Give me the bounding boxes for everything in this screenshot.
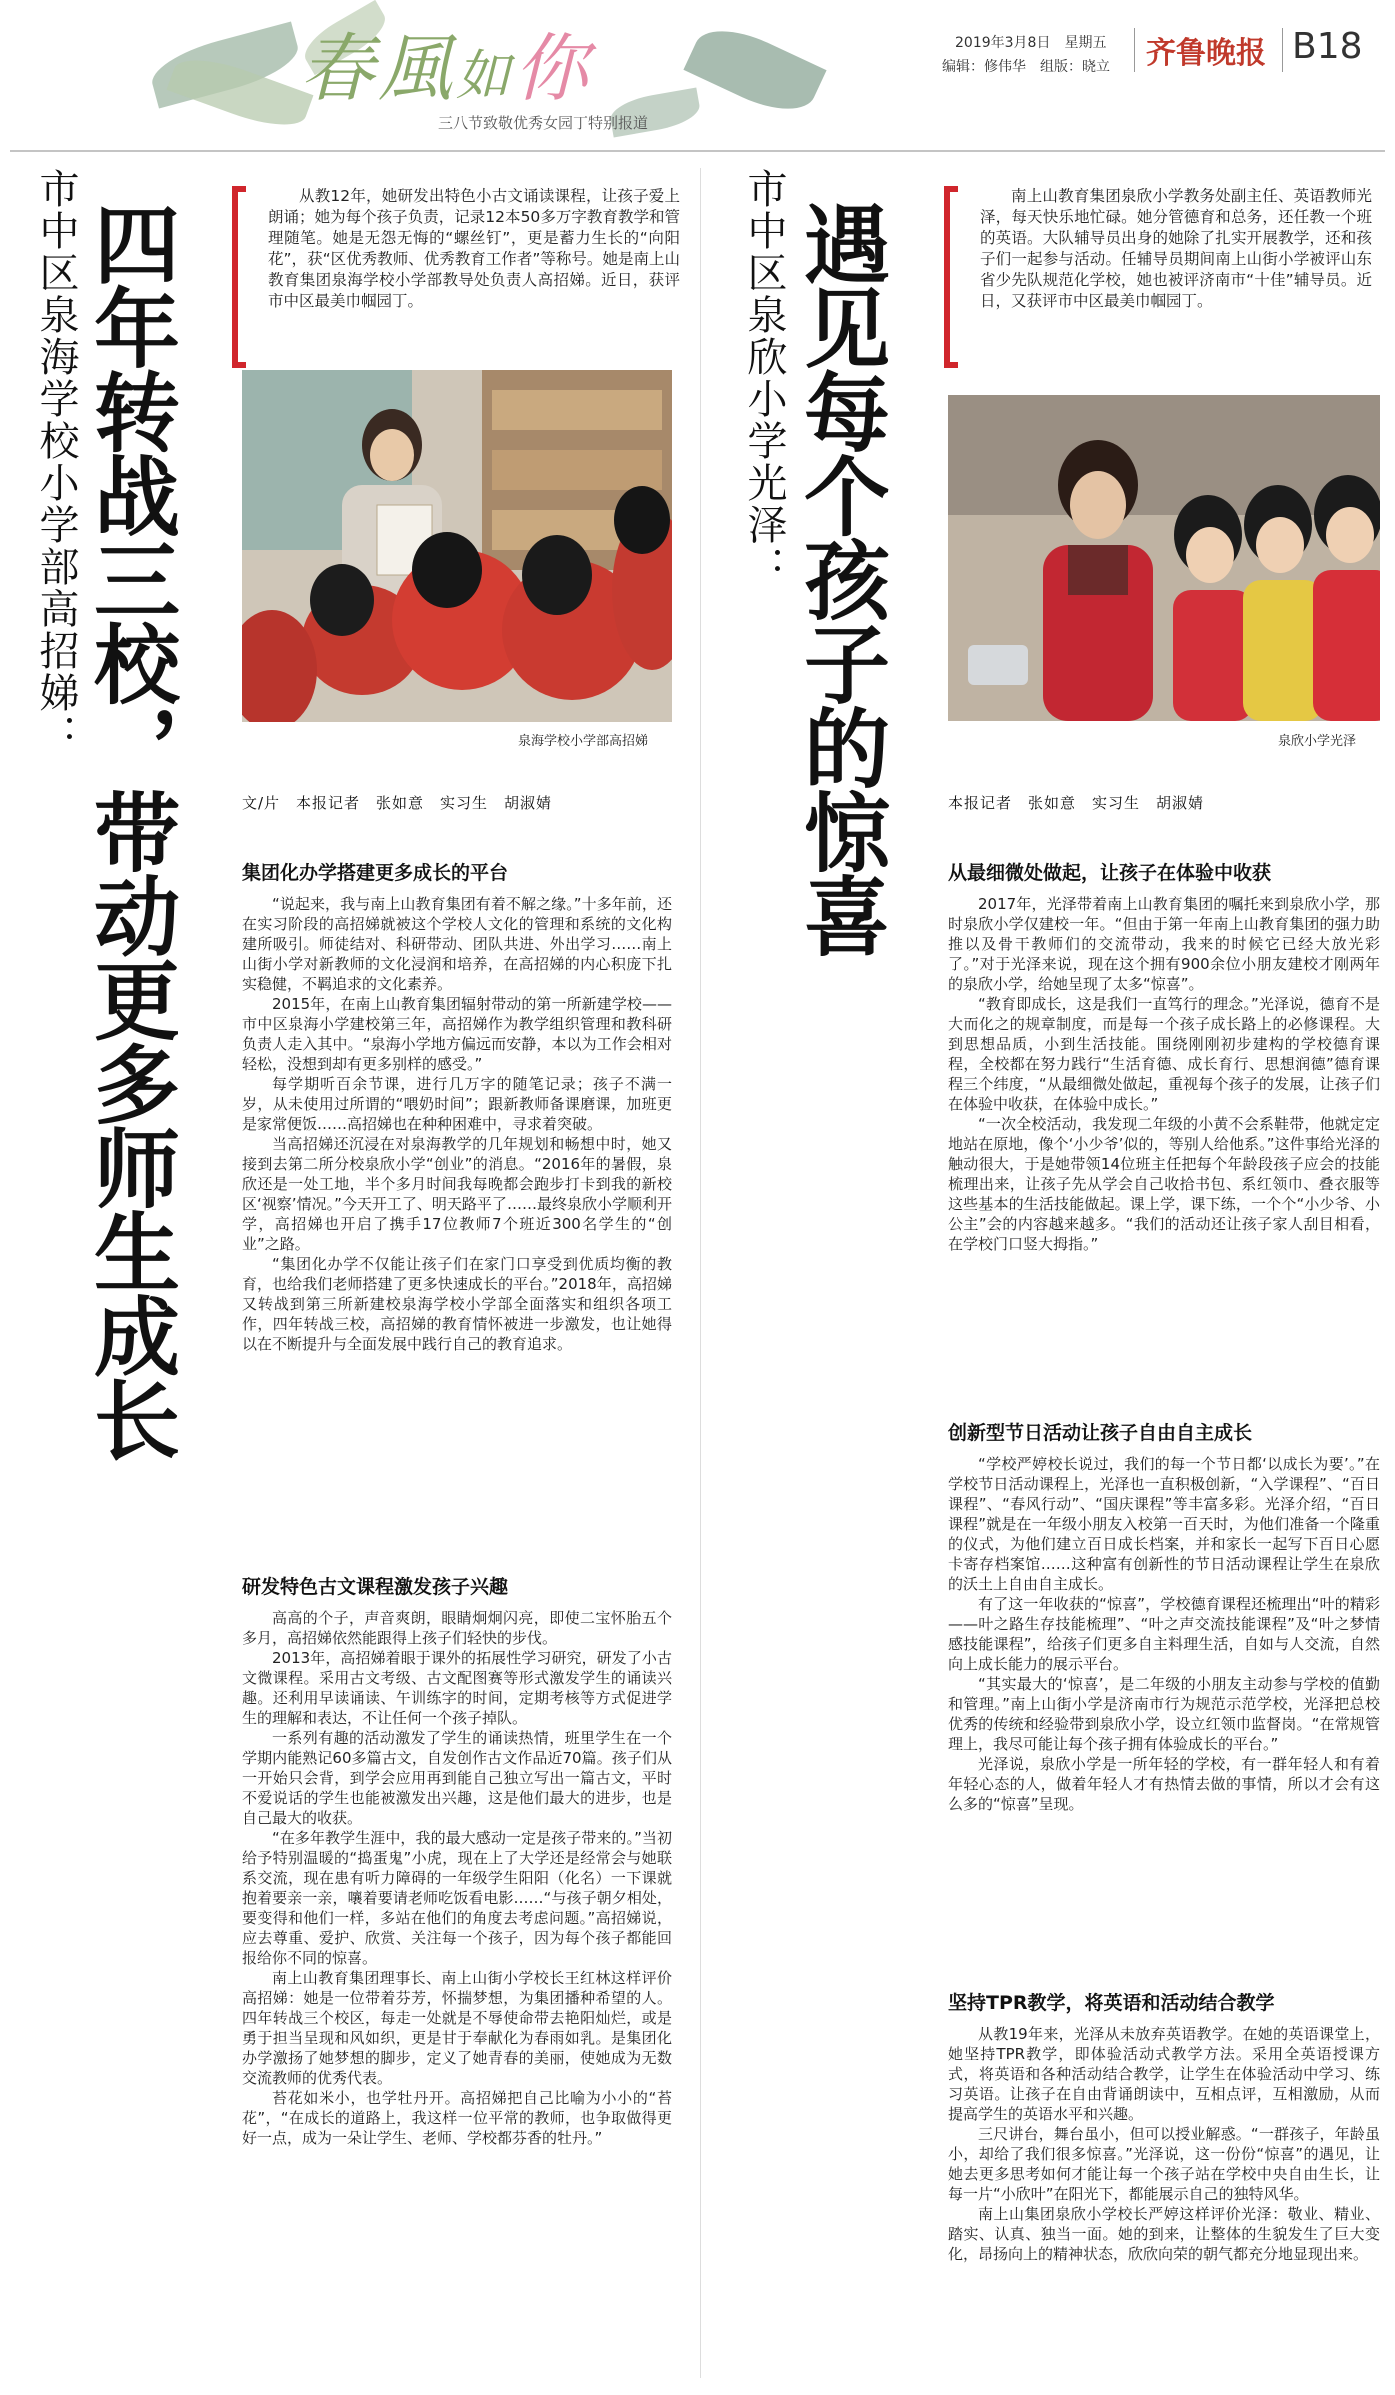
leaf-decoration: [683, 15, 826, 124]
left-article-title: 四年转战三校，带动更多师生成长: [79, 200, 179, 1460]
classroom-photo-illustration: [242, 370, 672, 722]
right-byline: 本报记者 张如意 实习生 胡淑婧: [948, 794, 1205, 812]
paragraph: 光泽说，泉欣小学是一所年轻的学校，有一群年轻人和有着年轻心态的人，做着年轻人才有热情去做的事情，所以才会有这么多的“惊喜”呈现。: [948, 1755, 1380, 1813]
paragraph: 每学期听百余节课，进行几万字的随笔记录；孩子不满一岁，从未使用过所谓的“喂奶时间”；跟新教师备课磨课，加班更是家常便饭……高招娣也在种种困难中，寻求着突破。: [242, 1075, 672, 1133]
right-intro-bracket: [944, 186, 958, 368]
right-article-title: 遇见每个孩子的惊喜: [789, 200, 889, 956]
left-section2-body: [242, 1608, 672, 2148]
right-article-subtitle: 市中区泉欣小学光泽：: [741, 168, 787, 588]
paragraph: 2015年，在南上山教育集团辐射带动的第一所新建学校——市中区泉海小学建校第三年，高招娣作为教学组织管理和教科研负责人走入其中。“泉海小学地方偏远而安静，本以为工作会相对轻松，没想到却有更多别样的感受。”: [242, 995, 672, 1073]
left-article-subtitle: 市中区泉海学校小学部高招娣：: [33, 168, 79, 756]
paragraph: 三尺讲台，舞台虽小，但可以授业解惑。“一群孩子，年龄虽小，却给了我们很多惊喜。”光泽说，这一份份“惊喜”的遇见，让她去更多思考如何才能让每一个孩子站在学校中央自由生长，让每一片“小欣叶”在阳光下，都能展示自己的独特风华。: [948, 2125, 1380, 2203]
class-photo-illustration: [948, 395, 1380, 721]
left-photo-caption: 泉海学校小学部高招娣: [518, 734, 649, 749]
paragraph: “集团化办学不仅能让孩子们在家门口享受到优质均衡的教育，也给我们老师搭建了更多快速成长的平台。”2018年，高招娣又转战到第三所新建校泉海学校小学部全面落实和组织各项工作，四年转战三校，高招娣的教育情怀被进一步激发，也让她得以在不断提升与全面发展中践行自己的教育追求。: [242, 1255, 672, 1353]
right-section1-heading: 从最细微处做起，让孩子在体验中收获: [948, 862, 1272, 884]
page-number: B18: [1292, 26, 1363, 67]
column-divider: [700, 168, 701, 2378]
issue-date: 2019年3月8日 星期五: [955, 35, 1107, 51]
left-intro-bracket: [232, 186, 246, 368]
left-article-photo: [242, 370, 672, 722]
left-intro: 从教12年，她研发出特色小古文诵读课程，让孩子爱上朗诵；她为每个孩子负责，记录12本50多万字教育教学和管理随笔。她是无怨无悔的“螺丝钉”，更是蓄力生长的“向阳花”，获“区优秀教师、优秀教育工作者”等称号。她是南上山教育集团泉海学校小学部教导处负责人高招娣。近日，获评市中区最美巾帼园丁。: [268, 187, 680, 310]
paragraph: “其实最大的‘惊喜’，是二年级的小朋友主动参与学校的值勤和管理。”南上山街小学是济南市行为规范示范学校，光泽把总校优秀的传统和经验带到泉欣小学，设立红领巾监督岗。“在常规管理上，我尽可能让每个孩子拥有体验成长的平台。”: [948, 1675, 1380, 1753]
right-section2-body: [948, 1454, 1380, 1814]
header-divider: [1282, 28, 1283, 72]
paragraph: 苔花如米小，也学牡丹开。高招娣把自己比喻为小小的“苔花”，“在成长的道路上，我这样一位平常的教师，也争取做得更好一点，成为一朵让学生、老师、学校都芬香的牡丹。”: [242, 2089, 672, 2147]
paragraph: 南上山集团泉欣小学校长严婷这样评价光泽：敬业、精业、踏实、认真、独当一面。她的到来，让整体的生貌发生了巨大变化，昂扬向上的精神状态，欣欣向荣的朝气都充分地显现出来。: [948, 2205, 1380, 2263]
paragraph: “在多年教学生涯中，我的最大感动一定是孩子带来的。”当初给予特别温暖的“捣蛋鬼”小虎，现在上了大学还是经常会与她联系交流，现在患有听力障碍的一年级学生阳阳（化名）一下课就抱着要亲一亲，嚷着要请老师吃饭看电影……“与孩子朝夕相处，要变得和他们一样，多站在他们的角度去考虑问题。”高招娣说，应去尊重、爱护、欣赏、关注每一个孩子，因为每个孩子都能回报给你不同的惊喜。: [242, 1829, 672, 1967]
paragraph: 2017年，光泽带着南上山教育集团的嘱托来到泉欣小学，那时泉欣小学仅建校一年。“但由于第一年南上山教育集团的强力助推以及骨干教师们的交流带动，我来的时候它已经大放光彩了。”对于光泽来说，现在这个拥有900余位小朋友建校才刚两年的泉欣小学，给她呈现了太多“惊喜”。: [948, 895, 1380, 993]
right-section2-heading: 创新型节日活动让孩子自由自主成长: [948, 1422, 1253, 1444]
header-divider: [1134, 28, 1135, 72]
right-photo-caption: 泉欣小学光泽: [1278, 734, 1357, 749]
masthead: [0, 0, 1395, 150]
paragraph: 一系列有趣的活动激发了学生的诵读热情，班里学生在一个学期内能熟记60多篇古文，自发创作古文作品近70篇。孩子们从一开始只会背，到学会应用再到能自己独立写出一篇古文，平时不爱说话的学生也能被激发出兴趣，这是他们最大的进步，也是自己最大的收获。: [242, 1729, 672, 1827]
paragraph: 当高招娣还沉浸在对泉海教学的几年规划和畅想中时，她又接到去第二所分校泉欣小学“创业”的消息。“2016年的暑假，泉欣还是一处工地，半个多月时间我每晚都会跑步打卡到我的新校区‘视察’情况。”今天开工了、明天路平了……最终泉欣小学顺利开学，高招娣也开启了携手17位教师7个班近300名学生的“创业”之路。: [242, 1135, 672, 1253]
right-section3-body: [948, 2024, 1380, 2264]
left-section1-heading: 集团化办学搭建更多成长的平台: [242, 862, 509, 884]
paragraph: 2013年，高招娣着眼于课外的拓展性学习研究，研发了小古文微课程。采用古文考级、古文配图赛等形式激发学生的诵读兴趣。还利用早读诵读、午训练字的时间，定期考核等方式促进学生的理解和表达，不让任何一个孩子掉队。: [242, 1649, 672, 1727]
right-section3-heading: 坚持TPR教学，将英语和活动结合教学: [948, 1992, 1275, 2014]
editor-credit: 编辑：修伟华 组版：晓立: [942, 59, 1110, 75]
paragraph: “学校严婷校长说过，我们的每一个节日都‘以成长为要’。”在学校节日活动课程上，光泽也一直积极创新，“入学课程”、“百日课程”、“春风行动”、“国庆课程”等丰富多彩。光泽介绍，“百日课程”就是在一年级小朋友入校第一百天时，为他们准备一个隆重的仪式，为他们建立百日成长档案，并和家长一起写下百日心愿卡寄存档案馆……这种富有创新性的节日活动课程让学生在泉欣的沃土上自由自主成长。: [948, 1455, 1380, 1593]
left-section1-body: [242, 894, 672, 1354]
right-article-photo: [948, 395, 1380, 721]
paragraph: “教育即成长，这是我们一直笃行的理念。”光泽说，德育不是大而化之的规章制度，而是每一个孩子成长路上的必修课程。大到思想品质，小到生活技能。围绕刚刚初步建构的学校德育课程，全校都在努力践行“生活育德、成长育行、思想润德”德育课程三个纬度，“从最细微处做起，重视每个孩子的发展，让孩子们在体验中收获，在体验中成长。”: [948, 995, 1380, 1113]
header-rule: [10, 150, 1385, 152]
paragraph: “说起来，我与南上山教育集团有着不解之缘。”十多年前，还在实习阶段的高招娣就被这个学校人文化的管理和系统的文化构建所吸引。师徒结对、科研带动、团队共进、外出学习……南上山街小学对新教师的文化浸润和培养，在高招娣的内心积庞下扎实稳健，不羁追求的文化素养。: [242, 895, 672, 993]
left-byline: 文/片 本报记者 张如意 实习生 胡淑婧: [242, 794, 553, 812]
masthead-subtitle: 三八节致敬优秀女园丁特别报道: [438, 114, 649, 132]
right-section1-body: [948, 894, 1380, 1254]
paragraph: 南上山教育集团理事长、南上山街小学校长王红林这样评价高招娣：她是一位带着芬芳，怀揣梦想，为集团播种希望的人。四年转战三个校区，每走一处就是不辱使命带去艳阳灿烂，或是勇于担当呈现和风如织，更是甘于奉献化为春雨如乳。是集团化办学激扬了她梦想的脚步，定义了她青春的美丽，使她成为无数交流教师的优秀代表。: [242, 1969, 672, 2087]
paragraph: “一次全校活动，我发现二年级的小黄不会系鞋带，他就定定地站在原地，像个‘小少爷’似的，等别人给他系。”这件事给光泽的触动很大，于是她带领14位班主任把每个年龄段孩子应会的技能梳理出来，让孩子先从学会自己收拾书包、系红领巾、叠衣服等这些基本的生活技能做起。课上学，课下练，一个个“小少爷、小公主”会的内容越来越多。“我们的活动还让孩子家人刮目相看，在学校门口竖大拇指。”: [948, 1115, 1380, 1253]
paper-name: 齐鲁晚报: [1146, 36, 1266, 71]
right-intro: 南上山教育集团泉欣小学教务处副主任、英语教师光泽，每天快乐地忙碌。她分管德育和总务，还任教一个班的英语。大队辅导员出身的她除了扎实开展教学，还和孩子们一起参与活动。任辅导员期间南上山街小学被评山东省少先队规范化学校，她也被评济南市“十佳”辅导员。近日，又获评市中区最美巾帼园丁。: [980, 187, 1372, 310]
paragraph: 有了这一年收获的“惊喜”，学校德育课程还梳理出“叶的精彩——叶之路生存技能梳理”、“叶之声交流技能课程”及“叶之梦情感技能课程”，给孩子们更多自主料理生活，自如与人交流，自然向上成长能力的展示平台。: [948, 1595, 1380, 1673]
left-section2-heading: 研发特色古文课程激发孩子兴趣: [242, 1576, 509, 1598]
paragraph: 从教19年来，光泽从未放弃英语教学。在她的英语课堂上，她坚持TPR教学，即体验活动式教学方法。采用全英语授课方式，将英语和各种活动结合教学，让学生在体验活动中学习、练习英语。让孩子在自由背诵朗读中，互相点评，互相激励，从而提高学生的英语水平和兴趣。: [948, 2025, 1380, 2123]
paragraph: 高高的个子，声音爽朗，眼睛炯炯闪亮，即使二宝怀胎五个多月，高招娣依然能跟得上孩子们轻快的步伐。: [242, 1609, 672, 1647]
masthead-title: 春風如你: [300, 26, 592, 112]
